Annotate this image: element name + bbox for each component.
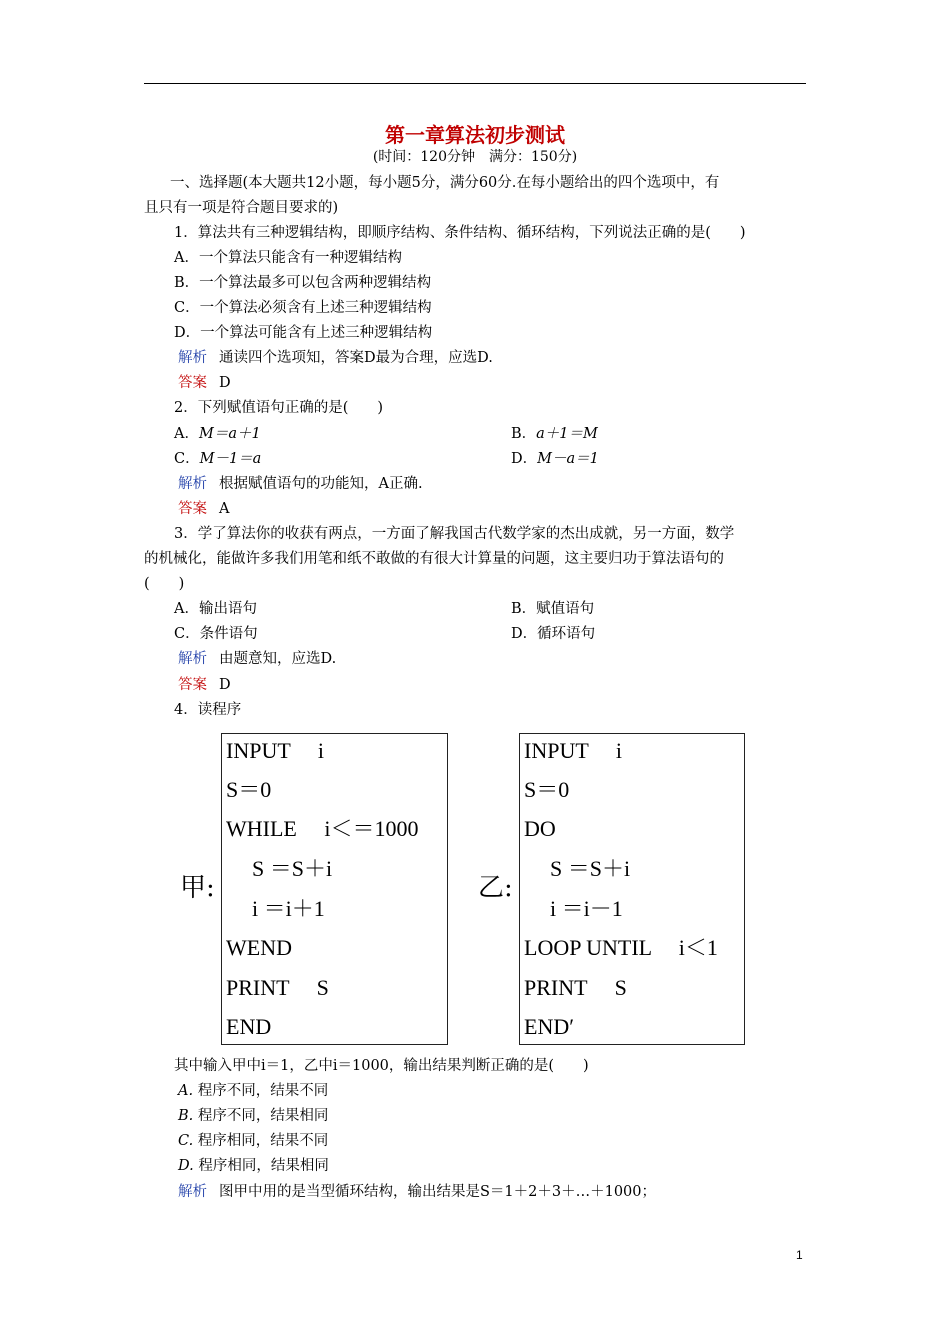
answer-tag: 答案 <box>178 501 207 517</box>
q1-analysis <box>178 348 493 368</box>
q3-stem-cont: 的机械化，能做许多我们用笔和纸不敢做的有很大计算量的问题，这主要归功于算法语句的 <box>144 551 724 567</box>
page-subtitle: (时间：120分钟 满分：150分) <box>372 149 578 165</box>
answer-tag: 答案 <box>178 375 207 391</box>
program-jia-box <box>221 733 448 1045</box>
page-number: 1 <box>796 1248 803 1262</box>
answer-tag: 答案 <box>178 677 207 693</box>
q2-option-b: B．a＋1＝M <box>511 426 598 442</box>
program-line: END <box>226 1014 272 1039</box>
analysis-text: 图甲中用的是当型循环结构，输出结果是S＝1＋2＋3＋…＋1000； <box>219 1184 657 1200</box>
q3-option-c: C．条件语句 <box>174 626 258 642</box>
q4-question: 其中输入甲中i＝1，乙中i＝1000，输出结果判断正确的是( ) <box>174 1058 589 1074</box>
program-line: i ＝i－1 <box>550 896 623 921</box>
q3-option-a: A．输出语句 <box>174 601 257 617</box>
program-line: PRINT S <box>226 975 329 1000</box>
q3-analysis <box>178 649 336 669</box>
analysis-tag: 解析 <box>178 476 207 492</box>
analysis-tag: 解析 <box>178 651 207 667</box>
program-line: S＝0 <box>524 777 570 802</box>
q4-option-a: A. 程序不同，结果不同 <box>178 1083 329 1099</box>
program-line: i ＝i＋1 <box>252 896 325 921</box>
analysis-text: 根据赋值语句的功能知，A正确. <box>219 476 423 492</box>
program-line: PRINT S <box>524 975 627 1000</box>
q3-answer <box>178 675 231 695</box>
q2-option-a: A．M＝a＋1 <box>174 426 261 442</box>
q2-option-d: D．M－a＝1 <box>511 451 599 467</box>
program-line: INPUT i <box>226 738 324 763</box>
q4-option-d: D. 程序相同，结果相同 <box>178 1158 329 1174</box>
program-line: WEND <box>226 935 292 960</box>
q1-option-d: D．一个算法可能含有上述三种逻辑结构 <box>174 325 433 341</box>
program-yi-box <box>519 733 745 1045</box>
answer-text: D <box>219 375 231 391</box>
program-line: DO <box>524 816 556 841</box>
program-line: INPUT i <box>524 738 622 763</box>
analysis-tag: 解析 <box>178 1184 207 1200</box>
page-title: 第一章算法初步测试 <box>385 123 565 147</box>
program-line: S ＝S＋i <box>550 856 631 881</box>
q1-option-c: C．一个算法必须含有上述三种逻辑结构 <box>174 300 432 316</box>
section-intro: 一、选择题(本大题共12小题，每小题5分，满分60分.在每小题给出的四个选项中，有 <box>170 175 720 191</box>
answer-text: A <box>219 501 230 517</box>
q1-option-b: B．一个算法最多可以包含两种逻辑结构 <box>174 275 432 291</box>
program-line: WHILE i＜＝1000 <box>226 816 419 841</box>
q4-option-c: C. 程序相同，结果不同 <box>178 1133 329 1149</box>
analysis-text: 通读四个选项知，答案D最为合理，应选D. <box>219 350 493 366</box>
analysis-tag: 解析 <box>178 350 207 366</box>
section-intro-cont: 且只有一项是符合题目要求的) <box>144 200 339 216</box>
program-jia-label: 甲: <box>180 873 215 903</box>
program-yi-label: 乙: <box>478 873 513 903</box>
program-line: END′ <box>524 1014 575 1039</box>
q4-stem: 4．读程序 <box>174 702 242 718</box>
program-line: LOOP UNTIL i＜1 <box>524 935 718 960</box>
q4-analysis <box>178 1182 656 1202</box>
answer-text: D <box>219 677 231 693</box>
q2-option-c: C．M－1＝a <box>174 451 262 467</box>
q1-answer <box>178 373 231 393</box>
q3-stem: 3．学了算法你的收获有两点，一方面了解我国古代数学家的杰出成就，另一方面，数学 <box>174 526 735 542</box>
program-line: S ＝S＋i <box>252 856 333 881</box>
q2-answer <box>178 499 229 519</box>
q4-option-b: B. 程序不同，结果相同 <box>178 1108 329 1124</box>
q3-stem-paren: ( ) <box>144 576 185 592</box>
program-line: S＝0 <box>226 777 272 802</box>
q1-stem: 1．算法共有三种逻辑结构，即顺序结构、条件结构、循环结构，下列说法正确的是( ) <box>174 225 746 241</box>
q2-analysis <box>178 474 423 494</box>
header-rule <box>144 83 806 84</box>
q1-option-a: A．一个算法只能含有一种逻辑结构 <box>174 250 402 266</box>
analysis-text: 由题意知，应选D. <box>219 651 337 667</box>
q3-option-d: D．循环语句 <box>511 626 596 642</box>
q2-stem: 2．下列赋值语句正确的是( ) <box>174 400 384 416</box>
q3-option-b: B．赋值语句 <box>511 601 595 617</box>
